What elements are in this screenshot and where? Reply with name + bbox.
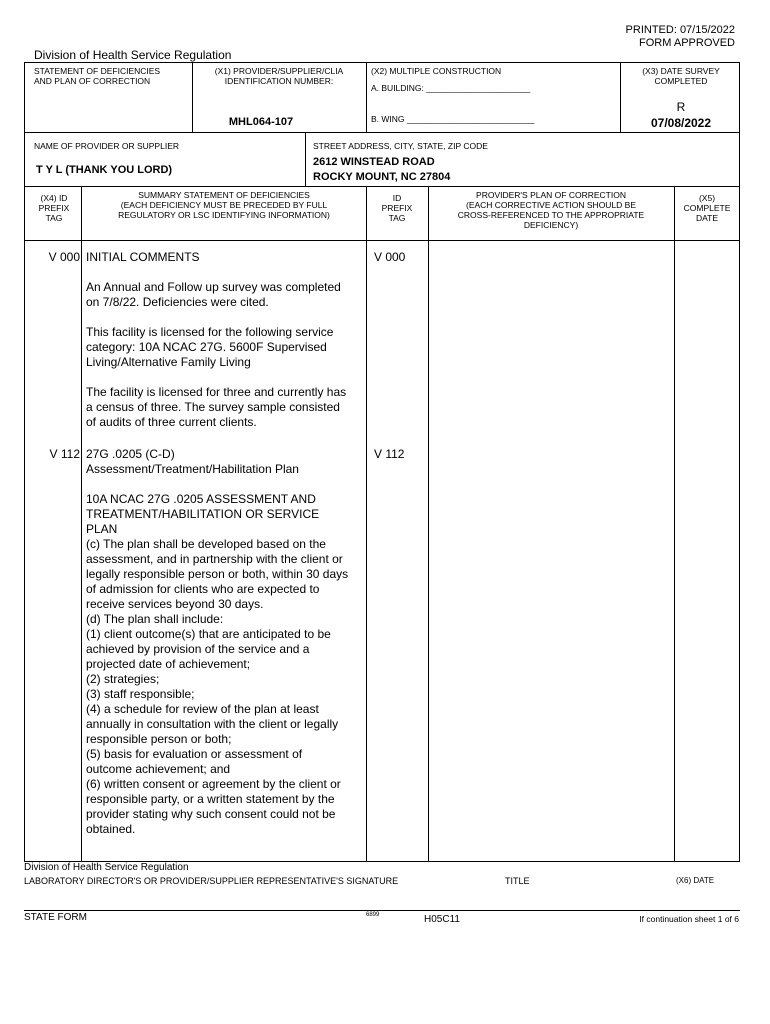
footer-agency: Division of Health Service Regulation — [24, 862, 189, 873]
col-x4: (X4) ID PREFIX TAG — [38, 193, 70, 223]
provider-label: NAME OF PROVIDER OR SUPPLIER — [34, 141, 179, 151]
id-tag-v112: V 112 — [374, 447, 405, 461]
event-id: H05C11 — [424, 914, 460, 925]
col-plan: PROVIDER'S PLAN OF CORRECTION (EACH CORRECTIVE ACTION SHOULD BE CROSS-REFERENCED TO THE APPROPRIATE DEFICIENCY) — [457, 190, 645, 230]
address-line2: ROCKY MOUNT, NC 27804 — [313, 171, 451, 183]
building-field[interactable]: A. BUILDING: ______________________ — [371, 83, 531, 93]
tag-v112: V 112 — [49, 447, 80, 461]
v000-title: INITIAL COMMENTS — [86, 250, 200, 264]
printed-date: PRINTED: 07/15/2022 — [625, 24, 735, 36]
x2-label: (X2) MULTIPLE CONSTRUCTION — [371, 66, 502, 76]
survey-code: R — [676, 100, 686, 114]
address-line1: 2612 WINSTEAD ROAD — [313, 156, 435, 168]
agency-name: Division of Health Service Regulation — [34, 48, 232, 62]
id-tag-v000: V 000 — [374, 250, 406, 264]
title-label: TITLE — [505, 876, 530, 886]
v000-paragraph-3: The facility is licensed for three and currently has a census of three. The survey sample consisted of audits of three current clients. — [86, 385, 347, 429]
form-number: 6899 — [366, 912, 380, 918]
continuation-sheet: If continuation sheet 1 of 6 — [639, 914, 739, 924]
address-label: STREET ADDRESS, CITY, STATE, ZIP CODE — [313, 141, 488, 151]
statement-label: STATEMENT OF DEFICIENCIES AND PLAN OF CORRECTION — [34, 66, 161, 86]
tag-v000: V 000 — [48, 250, 80, 264]
v112-title: 27G .0205 (C-D) Assessment/Treatment/Habilitation Plan — [86, 447, 299, 476]
survey-date: 07/08/2022 — [650, 116, 712, 130]
state-form-label: STATE FORM — [24, 912, 87, 923]
x1-label: (X1) PROVIDER/SUPPLIER/CLIA IDENTIFICATION NUMBER: — [214, 66, 344, 86]
v000-paragraph-1: An Annual and Follow up survey was completed on 7/8/22. Deficiencies were cited. — [86, 280, 341, 309]
provider-name: T Y L (THANK YOU LORD) — [36, 164, 173, 176]
form-approved: FORM APPROVED — [639, 37, 735, 49]
col-summary: SUMMARY STATEMENT OF DEFICIENCIES (EACH DEFICIENCY MUST BE PRECEDED BY FULL REGULATORY OR LSC IDENTIFYING INFORMATION) — [118, 190, 330, 220]
col-id-prefix: ID PREFIX TAG — [381, 193, 413, 223]
x3-label: (X3) DATE SURVEY COMPLETED — [642, 66, 720, 86]
v000-paragraph-2: This facility is licensed for the following service category: 10A NCAC 27G. 5600F Supervised Living/Alternative Family Living — [86, 325, 334, 369]
provider-id: MHL064-107 — [228, 116, 294, 128]
wing-field[interactable]: B. WING ___________________________ — [371, 114, 535, 124]
entry-v000 — [86, 250, 364, 445]
col-x5: (X5) COMPLETE DATE — [683, 193, 731, 223]
entry-v112 — [86, 447, 364, 837]
signature-label: LABORATORY DIRECTOR'S OR PROVIDER/SUPPLIER REPRESENTATIVE'S SIGNATURE — [24, 876, 399, 886]
x6-date-label: (X6) DATE — [676, 876, 715, 885]
v112-regulation-text: 10A NCAC 27G .0205 ASSESSMENT AND TREATMENT/HABILITATION OR SERVICE PLAN (c) The plan shall be developed based on the assessment, and in partnership with the client or legally responsible person or both, within 30 days of admission for clients who are expected to receive services beyond 30 days. (d) The plan shall include: (1) client outcome(s) that are anticipated to be achieved by provision of the service and a projected date of achievement; (2) strategies; (3) staff responsible; (4) a schedule for review of the plan at least annually in consultation with the client or legally responsible person or both; (5) basis for evaluation or assessment of outcome achievement; and (6) written consent or agreement by the client or responsible party, or a written statement by the provider stating why such consent could not be obtained. — [86, 492, 349, 836]
